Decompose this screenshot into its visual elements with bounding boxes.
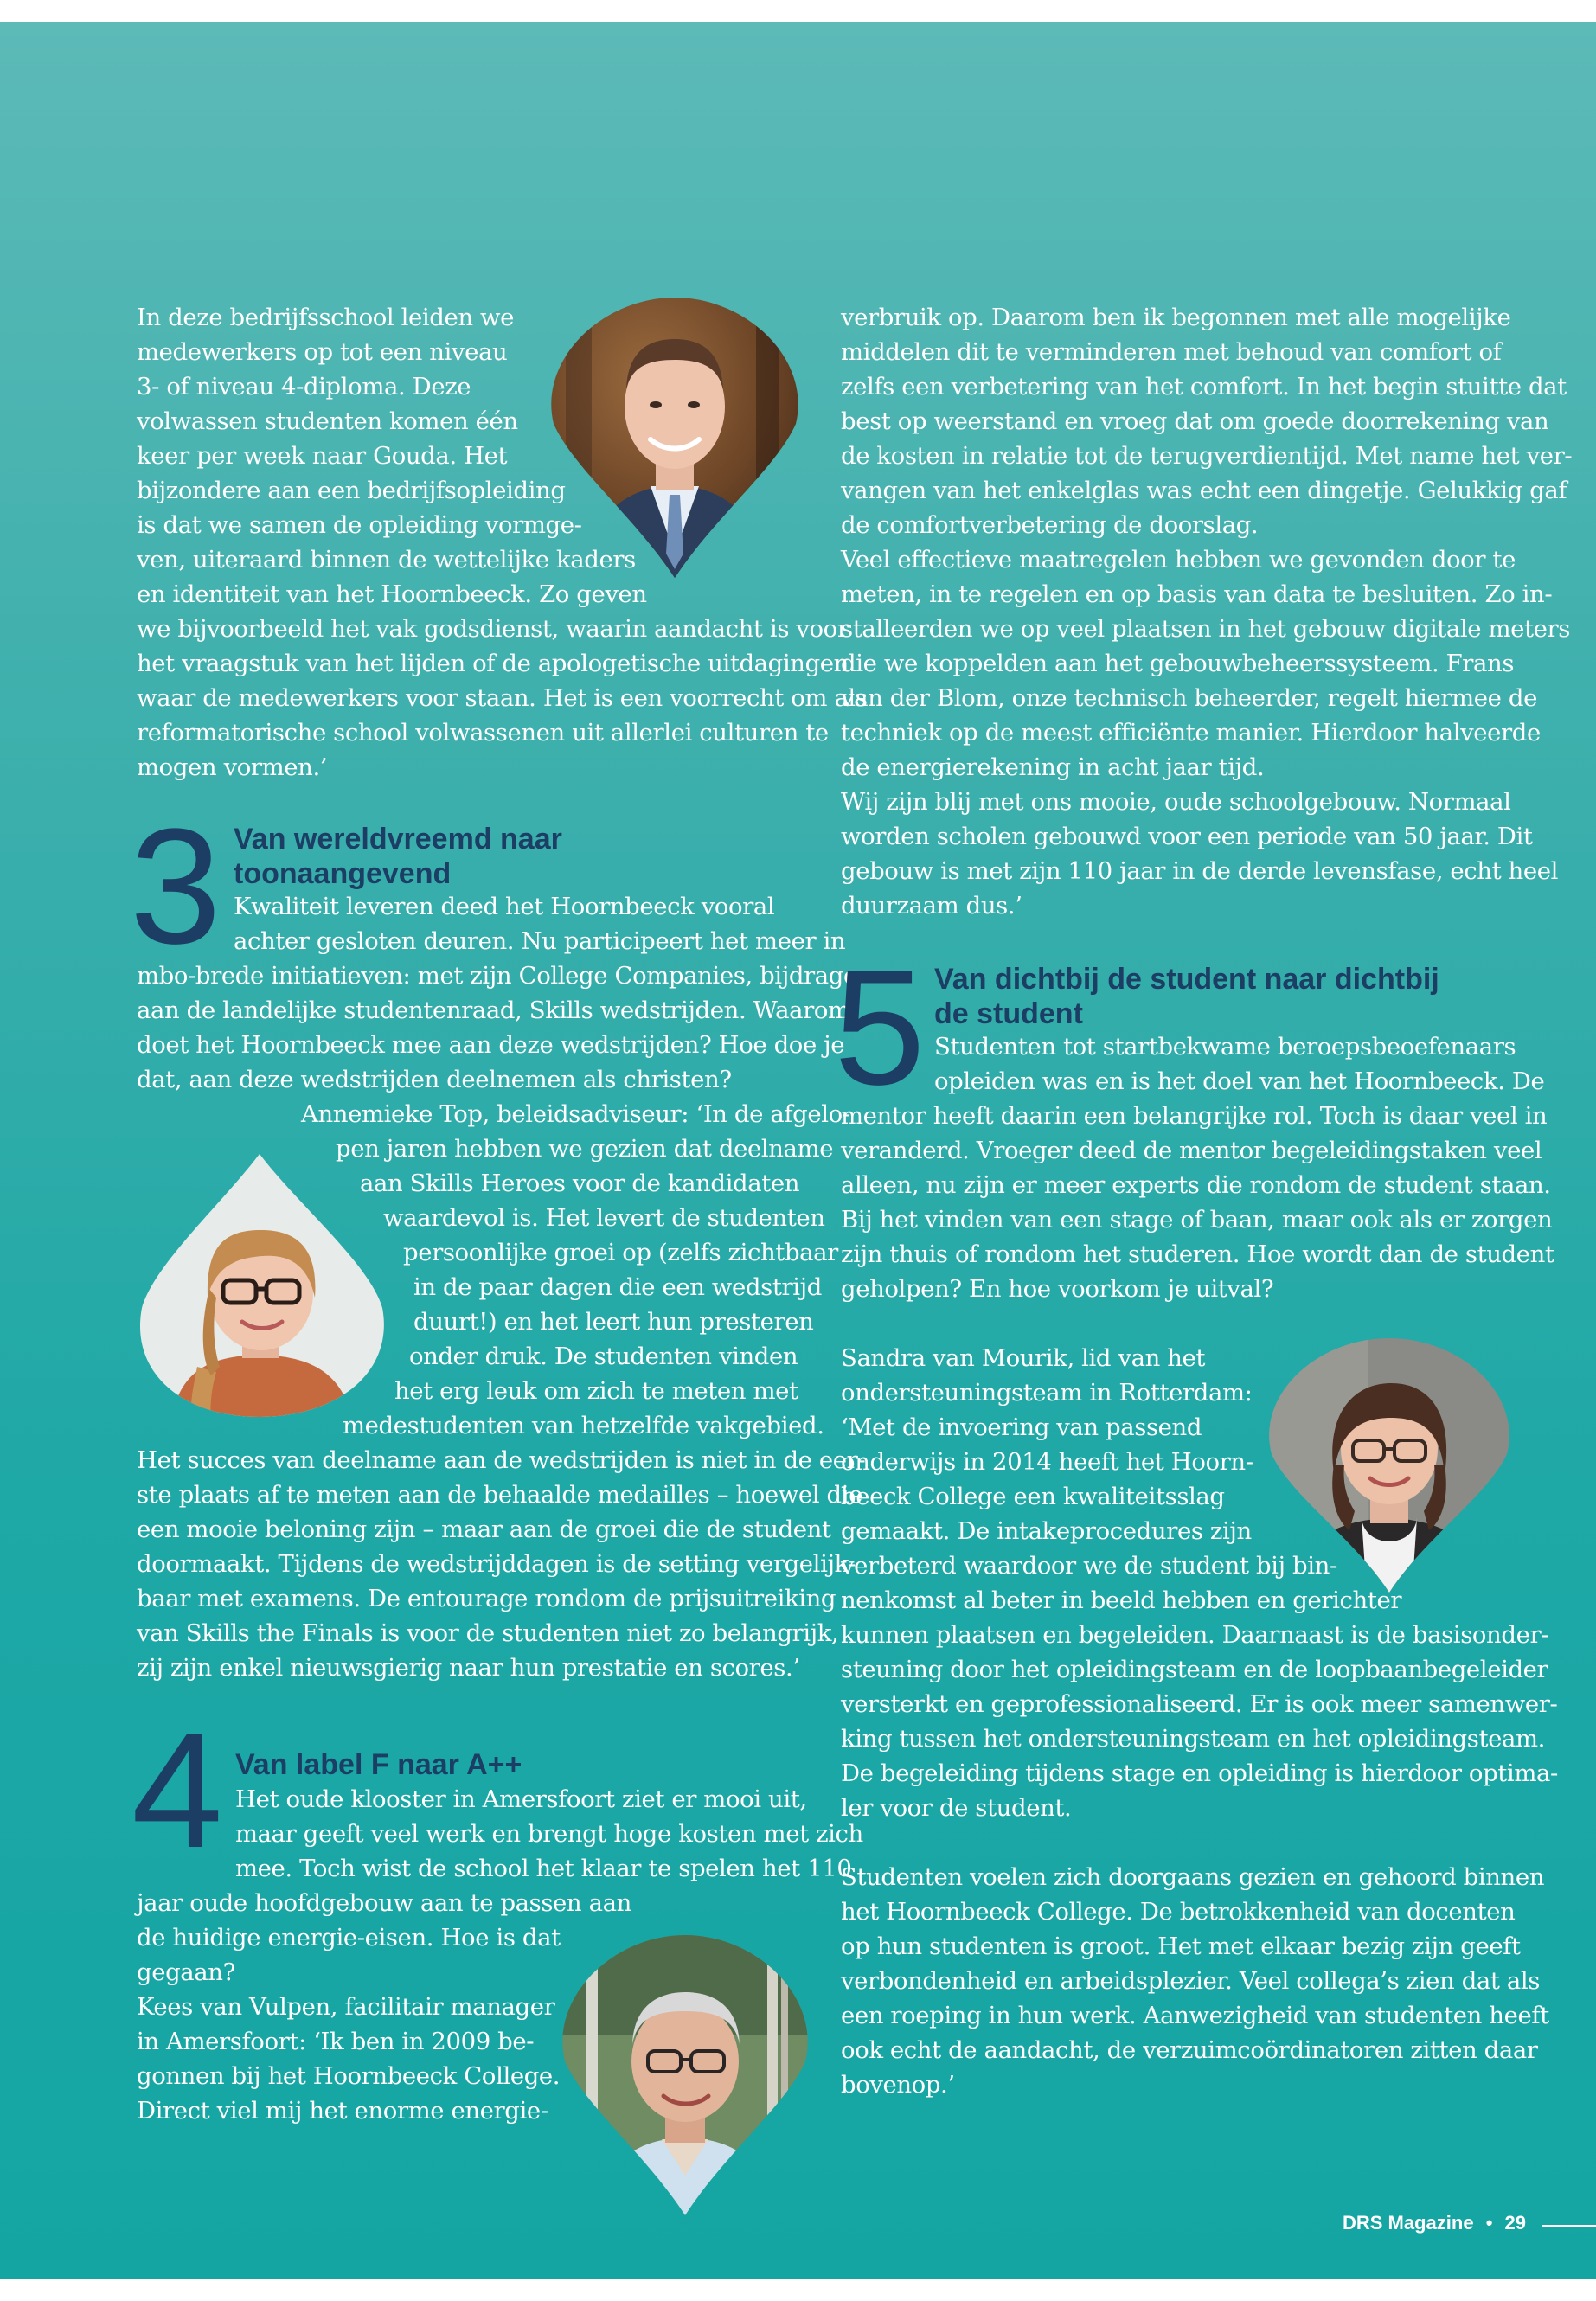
- text-line: gebouw is met zijn 110 jaar in de derde levensfase, echt heel: [841, 857, 1559, 885]
- text-line: stalleerden we op veel plaatsen in het gebouw digitale meters: [841, 615, 1570, 643]
- text-line: alleen, nu zijn er meer experts die rondom de student staan.: [841, 1171, 1551, 1199]
- text-line: versterkt en geprofessionaliseerd. Er is ook meer samenwer-: [841, 1690, 1558, 1718]
- text-line: Direct viel mij het enorme energie-: [137, 2097, 548, 2125]
- text-line: dat, aan deze wedstrijden deelnemen als christen?: [137, 1066, 732, 1093]
- text-line: zelfs een verbetering van het comfort. In het begin stuitte dat: [841, 373, 1567, 401]
- text-line: die we koppelden aan het gebouwbeheerssysteem. Frans: [841, 650, 1515, 677]
- text-line: bijzondere aan een bedrijfsopleiding: [137, 477, 566, 504]
- text-line: ondersteuningsteam in Rotterdam:: [841, 1379, 1253, 1407]
- text-line: duurt!) en het leert hun presteren: [413, 1308, 814, 1336]
- right-column: [834, 22, 1573, 2184]
- text-line: best op weerstand en vroeg dat om goede doorrekening van: [841, 407, 1549, 435]
- heading-line: de student: [934, 997, 1083, 1030]
- text-line: doet het Hoornbeeck mee aan deze wedstrijden? Hoe doe je: [137, 1031, 845, 1059]
- text-line: waardevol is. Het levert de studenten: [383, 1204, 825, 1232]
- continued-paragraph: [841, 300, 1572, 923]
- text-line: de energierekening in acht jaar tijd.: [841, 753, 1265, 781]
- text-line: op hun studenten is groot. Het met elkaar bezig zijn geeft: [841, 1932, 1521, 1960]
- text-line: Studenten voelen zich doorgaans gezien en gehoord binnen: [841, 1863, 1545, 1891]
- text-line: maar geeft veel werk en brengt hoge kosten met zich: [235, 1820, 863, 1848]
- text-line: reformatorische school volwassenen uit allerlei culturen te: [137, 719, 829, 747]
- text-line: verbondenheid en arbeidsplezier. Veel collega’s zien dat als: [841, 1967, 1540, 1995]
- text-line: steuning door het opleidingsteam en de loopbaanbegeleider: [841, 1656, 1548, 1683]
- text-line: onderwijs in 2014 heeft het Hoorn-: [841, 1448, 1253, 1476]
- text-line: de huidige energie-eisen. Hoe is dat: [137, 1924, 561, 1952]
- text-line: bovenop.’: [841, 2071, 955, 2099]
- section-5-heading: [934, 962, 1439, 1031]
- text-line: het vraagstuk van het lijden of de apologetische uitdagingen: [137, 650, 849, 677]
- text-line: en identiteit van het Hoornbeeck. Zo geven: [137, 580, 647, 608]
- text-line: een mooie beloning zijn – maar aan de groei die de student: [137, 1516, 831, 1543]
- text-line: techniek op de meest efficiënte manier. Hierdoor halveerde: [841, 719, 1541, 747]
- text-line: ste plaats af te meten aan de behaalde medailles – hoewel die: [137, 1481, 862, 1509]
- text-line: gegaan?: [137, 1958, 235, 1986]
- text-line: de comfortverbetering de doorslag.: [841, 511, 1259, 539]
- text-line: Bij het vinden van een stage of baan, maar ook als er zorgen: [841, 1206, 1553, 1234]
- text-line: veranderd. Vroeger deed de mentor begeleidingstaken veel: [841, 1137, 1542, 1164]
- text-line: in de paar dagen die een wedstrijd: [413, 1273, 822, 1301]
- woman-glasses-portrait: [137, 1150, 388, 1420]
- text-line: pen jaren hebben we gezien dat deelname: [336, 1135, 834, 1163]
- text-line: ven, uiteraard binnen de wettelijke kaders: [137, 546, 636, 574]
- text-line: mee. Toch wist de school het klaar te spelen het 110: [235, 1855, 852, 1882]
- text-line: doormaakt. Tijdens de wedstrijddagen is de setting vergelijk-: [137, 1550, 856, 1578]
- section-4-heading: [235, 1747, 522, 1782]
- text-line: Kees van Vulpen, facilitair manager: [137, 1993, 555, 2021]
- text-line: in Amersfoort: ‘Ik ben in 2009 be-: [137, 2028, 535, 2055]
- text-line: waar de medewerkers voor staan. Het is een voorrecht om als: [137, 684, 868, 712]
- woman-dark-hair-portrait: [1265, 1335, 1514, 1594]
- text-line: Annemieke Top, beleidsadviseur: ‘In de afgelo-: [301, 1100, 850, 1128]
- section-number-3: 3: [130, 795, 221, 978]
- text-line: 3- of niveau 4-diploma. Deze: [137, 373, 471, 401]
- text-line: zijn thuis of rondom het studeren. Hoe wordt dan de student: [841, 1240, 1554, 1268]
- man-suit-portrait: [548, 294, 801, 580]
- text-line: keer per week naar Gouda. Het: [137, 442, 508, 470]
- text-line: Wij zijn blij met ons mooie, oude schoolgebouw. Normaal: [841, 788, 1511, 816]
- heading-line: Van wereldvreemd naar: [234, 823, 562, 856]
- page-number: 29: [1504, 2212, 1527, 2234]
- magazine-page: [0, 22, 1596, 2279]
- text-line: ‘Met de invoering van passend: [841, 1413, 1202, 1441]
- text-line: In deze bedrijfsschool leiden we: [137, 304, 515, 331]
- text-line: een roeping in hun werk. Aanwezigheid van studenten heeft: [841, 2002, 1549, 2029]
- text-line: vangen van het enkelglas was echt een dingetje. Gelukkig gaf: [841, 477, 1567, 504]
- text-line: medewerkers op tot een niveau: [137, 338, 508, 366]
- text-line: middelen dit te verminderen met behoud van comfort of: [841, 338, 1502, 366]
- text-line: jaar oude hoofdgebouw aan te passen aan: [137, 1889, 631, 1917]
- text-line: nenkomst al beter in beeld hebben en gerichter: [841, 1586, 1402, 1614]
- text-line: geholpen? En hoe voorkom je uitval?: [841, 1275, 1274, 1303]
- text-line: mentor heeft daarin een belangrijke rol. Toch is daar veel in: [841, 1102, 1548, 1130]
- text-line: duurzaam dus.’: [841, 892, 1022, 920]
- text-line: Veel effectieve maatregelen hebben we gevonden door te: [841, 546, 1516, 574]
- text-line: van Skills the Finals is voor de studenten niet zo belangrijk,: [137, 1619, 839, 1647]
- text-line: meten, in te regelen en op basis van data te besluiten. Zo in-: [841, 580, 1553, 608]
- section-number-4: 4: [131, 1699, 223, 1882]
- text-line: de kosten in relatie tot de terugverdientijd. Met name het ver-: [841, 442, 1573, 470]
- section-number-5: 5: [834, 936, 926, 1119]
- text-line: kunnen plaatsen en begeleiden. Daarnaast is de basisonder-: [841, 1621, 1549, 1649]
- text-line: ler voor de student.: [841, 1794, 1072, 1822]
- text-line: gemaakt. De intakeprocedures zijn: [841, 1517, 1252, 1545]
- text-line: De begeleiding tijdens stage en opleiding is hierdoor optima-: [841, 1759, 1558, 1787]
- heading-line: toonaangevend: [234, 857, 452, 890]
- text-line: zij zijn enkel nieuwsgierig naar hun prestatie en scores.’: [137, 1654, 800, 1682]
- text-line: Kwaliteit leveren deed het Hoornbeeck vooral: [234, 893, 775, 920]
- text-line: volwassen studenten komen één: [137, 407, 518, 435]
- text-line: we bijvoorbeeld het vak godsdienst, waarin aandacht is voor: [137, 615, 849, 643]
- text-line: onder druk. De studenten vinden: [409, 1343, 798, 1370]
- text-line: king tussen het ondersteuningsteam en het opleidingsteam.: [841, 1725, 1546, 1753]
- text-line: Het oude klooster in Amersfoort ziet er mooi uit,: [235, 1785, 807, 1813]
- text-line: persoonlijke groei op (zelfs zichtbaar: [403, 1239, 838, 1266]
- footer-separator: •: [1485, 2212, 1493, 2234]
- text-line: mogen vormen.’: [137, 753, 328, 781]
- text-line: achter gesloten deuren. Nu participeert het meer in: [234, 927, 846, 955]
- text-line: baar met examens. De entourage rondom de prijsuitreiking: [137, 1585, 836, 1612]
- text-line: het erg leuk om zich te meten met: [394, 1377, 798, 1405]
- heading-line: Van label F naar A++: [235, 1748, 522, 1781]
- text-line: verbruik op. Daarom ben ik begonnen met alle mogelijke: [841, 304, 1511, 331]
- text-line: beeck College een kwaliteitsslag: [841, 1483, 1225, 1510]
- blank-line: [841, 1825, 1558, 1860]
- text-line: verbeterd waardoor we de student bij bin-: [841, 1552, 1337, 1580]
- text-line: mbo-brede initiatieven: met zijn College Companies, bijdrage: [137, 962, 857, 990]
- text-line: is dat we samen de opleiding vormge-: [137, 511, 582, 539]
- text-line: gonnen bij het Hoornbeeck College.: [137, 2062, 561, 2090]
- text-line: ook echt de aandacht, de verzuimcoördinatoren zitten daar: [841, 2036, 1538, 2064]
- text-line: aan de landelijke studentenraad, Skills wedstrijden. Waarom: [137, 997, 850, 1024]
- text-line: worden scholen gebouwd voor een periode van 50 jaar. Dit: [841, 823, 1533, 850]
- magazine-name: DRS Magazine: [1343, 2212, 1474, 2234]
- section-3-heading: [234, 822, 562, 891]
- text-line: medestudenten van hetzelfde vakgebied.: [343, 1412, 824, 1439]
- text-line: aan Skills Heroes voor de kandidaten: [360, 1170, 800, 1197]
- text-line: van der Blom, onze technisch beheerder, regelt hiermee de: [841, 684, 1537, 712]
- footer-rule: [1542, 2225, 1596, 2227]
- heading-line: Van dichtbij de student naar dichtbij: [934, 963, 1439, 996]
- text-line: opleiden was en is het doel van het Hoornbeeck. De: [934, 1067, 1545, 1095]
- text-line: Studenten tot startbekwame beroepsbeoefenaars: [934, 1033, 1516, 1061]
- text-line: het Hoornbeeck College. De betrokkenheid van docenten: [841, 1898, 1516, 1926]
- older-man-portrait: [560, 1932, 811, 2217]
- text-line: Sandra van Mourik, lid van het: [841, 1344, 1206, 1372]
- text-line: Het succes van deelname aan de wedstrijden is niet in de eer-: [137, 1446, 866, 1474]
